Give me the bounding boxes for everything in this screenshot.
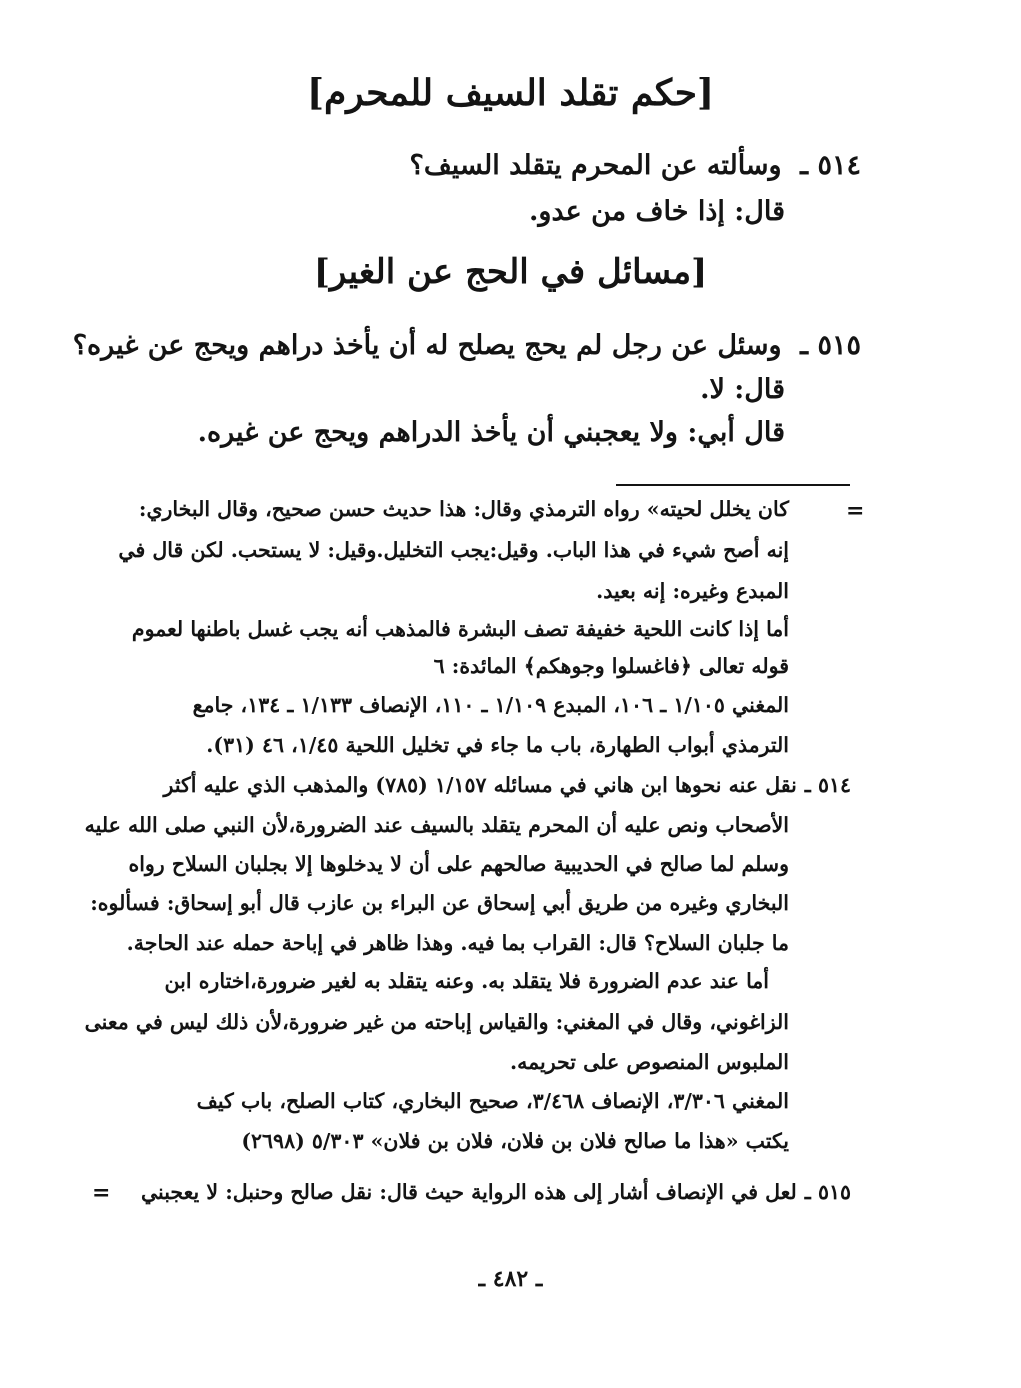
footnote-515-number: ٥١٥ ـ xyxy=(804,1180,851,1204)
footnote-prev-line: المغني ١/١٠٥ ـ ١٠٦، المبدع ١/١٠٩ ـ ١١٠، الإنصاف ١/١٣٣ ـ ١٣٤، جامع xyxy=(192,693,789,717)
footnote-514-line: المغني ٣/٣٠٦، الإنصاف ٣/٤٦٨، صحيح البخاري، كتاب الصلح، باب كيف xyxy=(196,1089,789,1113)
footnote-514-line: الزاغوني، وقال في المغني: والقياس إباحته من غير ضرورة،لأن ذلك ليس في معنى xyxy=(84,1010,789,1034)
question-514-number: ٥١٤ ـ xyxy=(800,150,861,181)
footnote-514-line: البخاري وغيره من طريق أبي إسحاق عن البراء بن عازب قال أبو إسحاق: فسألوه: xyxy=(90,891,789,915)
footnote-514-line: وسلم لما صالح في الحديبية صالحهم على أن لا يدخلوها إلا بجلبان السلاح رواه xyxy=(128,852,789,876)
footnote-prev-line: الترمذي أبواب الطهارة، باب ما جاء في تخليل اللحية ١/٤٥، ٤٦ (٣١). xyxy=(206,733,789,757)
footnote-514-line: الملبوس المنصوص على تحريمه. xyxy=(510,1050,789,1074)
footnote-514-line xyxy=(164,773,851,797)
question-515-number: ٥١٥ ـ xyxy=(800,330,861,361)
footnote-prev-line: المبدع وغيره: إنه بعيد. xyxy=(596,579,789,603)
footnote-prev-line: إنه أصح شيء في هذا الباب. وقيل:يجب التخليل.وقيل: لا يستحب. لكن قال في xyxy=(118,538,789,562)
footnote-515-continuation-mark: = xyxy=(92,1180,111,1206)
footnote-515-text: لعل في الإنصاف أشار إلى هذه الرواية حيث قال: نقل صالح وحنبل: لا يعجبني xyxy=(140,1180,797,1204)
footnote-514-number: ٥١٤ ـ xyxy=(804,773,851,797)
question-515-text: وسئل عن رجل لم يحج يصلح له أن يأخذ دراهم ويحج عن غيره؟ xyxy=(72,330,782,361)
footnote-515-line xyxy=(141,1180,851,1204)
page-number: ـ ٤٨٢ ـ xyxy=(478,1266,543,1292)
footnote-prev-line: أما إذا كانت اللحية خفيفة تصف البشرة فالمذهب أنه يجب غسل باطنها لعموم xyxy=(131,617,789,641)
footnote-continuation-mark: = xyxy=(846,498,865,524)
question-515 xyxy=(73,330,861,361)
footnote-divider xyxy=(616,484,850,486)
footnote-prev-line: قوله تعالى ﴿فاغسلوا وجوهكم﴾ المائدة: ٦ xyxy=(433,654,789,678)
footnote-514-line: يكتب «هذا ما صالح فلان بن فلان، فلان بن فلان» ٥/٣٠٣ (٢٦٩٨) xyxy=(241,1129,789,1153)
footnote-514-text: نقل عنه نحوها ابن هاني في مسائله ١/١٥٧ (٧٨٥) والمذهب الذي عليه أكثر xyxy=(163,773,797,797)
section-heading-hajj-for-others: [مسائل في الحج عن الغير] xyxy=(313,252,708,292)
question-514 xyxy=(410,150,861,181)
answer-515: قال: لا. xyxy=(700,374,785,405)
father-statement-515: قال أبي: ولا يعجبني أن يأخذ الدراهم ويحج عن غيره. xyxy=(197,417,785,448)
question-514-text: وسألته عن المحرم يتقلد السيف؟ xyxy=(409,150,782,181)
footnote-514-line: الأصحاب ونص عليه أن المحرم يتقلد بالسيف عند الضرورة،لأن النبي صلى الله عليه xyxy=(84,813,789,837)
section-heading-sword: [حكم تقلد السيف للمحرم] xyxy=(306,72,715,114)
answer-514: قال: إذا خاف من عدو. xyxy=(529,196,785,227)
footnote-514-line: ما جلبان السلاح؟ قال: القراب بما فيه. وهذا ظاهر في إباحة حمله عند الحاجة. xyxy=(126,931,789,955)
footnote-prev-line: كان يخلل لحيته» رواه الترمذي وقال: هذا حديث حسن صحيح، وقال البخاري: xyxy=(138,497,789,521)
footnote-514-line: أما عند عدم الضرورة فلا يتقلد به. وعنه يتقلد به لغير ضرورة،اختاره ابن xyxy=(164,969,769,993)
